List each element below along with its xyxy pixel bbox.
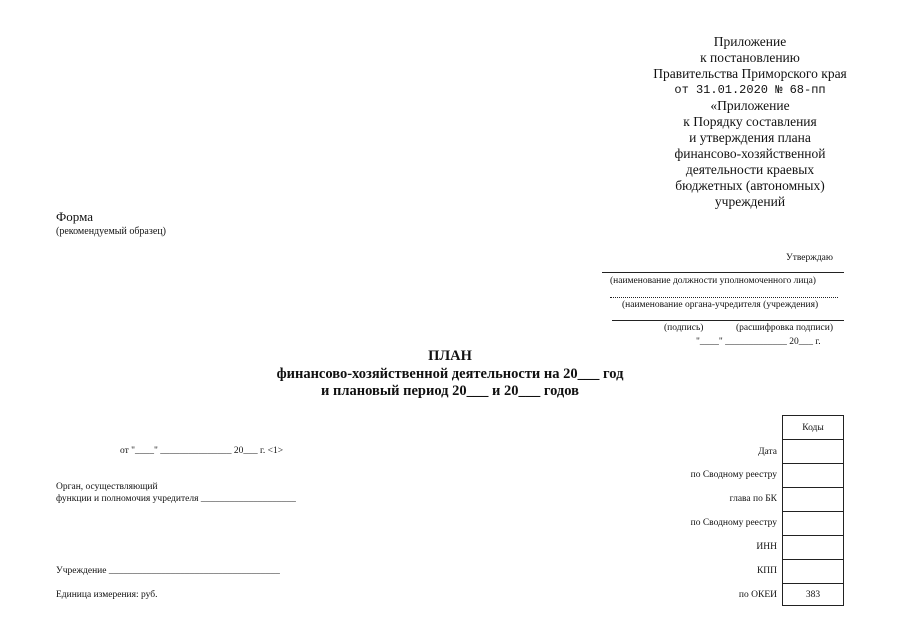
- founder-organ-field: функции и полномочия учредителя ____________________: [56, 494, 296, 504]
- code-cell-okei: 383: [783, 584, 844, 606]
- signature-caption: (подпись): [664, 323, 704, 333]
- form-label: Форма: [56, 209, 93, 224]
- position-caption: (наименование должности уполномоченного лица): [610, 276, 816, 286]
- plan-date-line: от "____" _______________ 20___ г. <1>: [120, 446, 284, 456]
- plan-subtitle-2: и плановый период 20___ и 20___ годов: [321, 383, 579, 399]
- plan-title: ПЛАН: [428, 348, 472, 364]
- code-label-date: Дата: [758, 447, 777, 457]
- header-line-2: к постановлению: [700, 50, 800, 65]
- code-cell-kpp: [783, 560, 844, 584]
- appendix-line-1: «Приложение: [710, 98, 790, 113]
- decoding-caption: (расшифровка подписи): [736, 323, 833, 333]
- position-line: [602, 272, 844, 273]
- code-cell-date: [783, 440, 844, 464]
- appendix-line-2: к Порядку составления: [683, 114, 817, 129]
- form-sublabel: (рекомендуемый образец): [56, 226, 166, 237]
- appendix-line-3: и утверждения плана: [689, 130, 811, 145]
- appendix-line-4: финансово-хозяйственной: [674, 146, 826, 161]
- appendix-line-6: бюджетных (автономных): [675, 178, 825, 193]
- code-label-budget-chapter: глава по БК: [729, 494, 777, 504]
- signature-line: [612, 320, 844, 321]
- code-label-kpp: КПП: [756, 566, 777, 576]
- code-label-registry-2: по Сводному реестру: [690, 518, 777, 528]
- approval-title: Утверждаю: [786, 253, 833, 263]
- approval-date: "____" _____________ 20___ г.: [696, 337, 821, 347]
- unit-of-measure: Единица измерения: руб.: [56, 590, 158, 600]
- organ-caption: (наименование органа-учредителя (учреждения): [622, 300, 819, 310]
- plan-subtitle-1: финансово-хозяйственной деятельности на 20___ год: [276, 366, 624, 382]
- code-label-okei: по ОКЕИ: [738, 590, 777, 600]
- code-cell-registry-2: [783, 512, 844, 536]
- decree-reference: от 31.01.2020 № 68-пп: [674, 83, 826, 97]
- organ-line: [610, 297, 838, 298]
- code-cell-registry-1: [783, 464, 844, 488]
- header-line-3: Правительства Приморского края: [653, 66, 847, 81]
- code-cell-inn: [783, 536, 844, 560]
- appendix-line-5: деятельности краевых: [685, 162, 815, 177]
- codes-header: Коды: [783, 416, 844, 440]
- header-line-1: Приложение: [713, 34, 787, 49]
- code-label-registry-1: по Сводному реестру: [690, 470, 777, 480]
- codes-table: [782, 415, 844, 606]
- appendix-line-7: учреждений: [714, 194, 786, 209]
- code-label-inn: ИНН: [756, 542, 777, 552]
- founder-organ-label: Орган, осуществляющий: [56, 482, 158, 492]
- institution-field: Учреждение ____________________________________: [56, 566, 280, 576]
- document-header: [620, 34, 880, 210]
- code-cell-budget-chapter: [783, 488, 844, 512]
